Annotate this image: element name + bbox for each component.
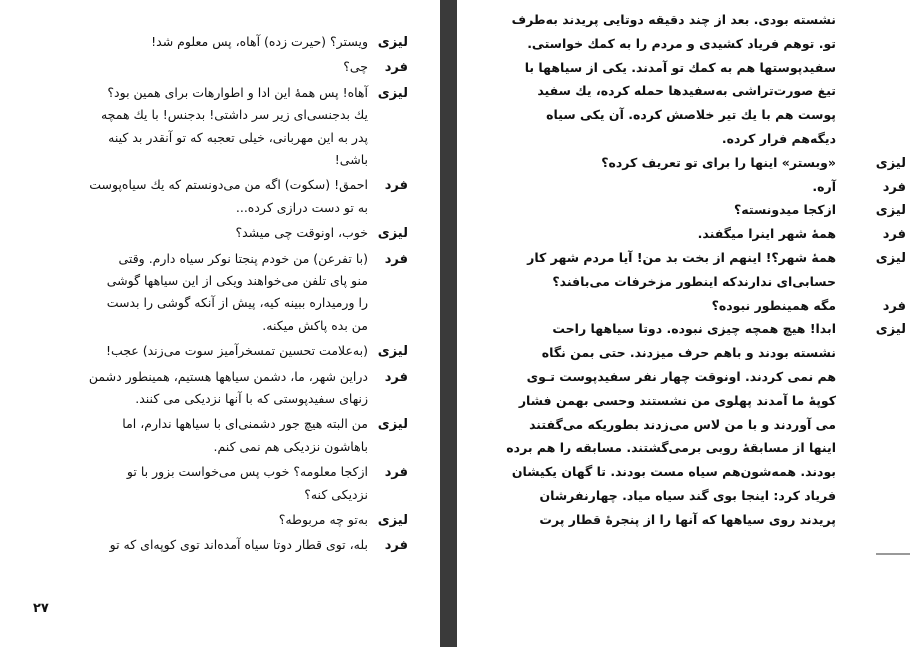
left-page	[0, 0, 440, 647]
dialogue-line: می آوردند و با من لاس می‌زدند بطوریکه می‌گفتند	[529, 416, 836, 432]
dialogue-line: ازکجا میدونسته؟	[734, 202, 836, 218]
dialogue-line: (با تفرعن) من خودم پنجتا نوکر سیاه دارم. وقتی	[118, 250, 368, 266]
dialogue-line: را ورمیداره ببینه کیه، پیش از آنکه گوشی را بدست	[106, 295, 368, 311]
speaker-name: فرد	[384, 251, 408, 267]
dialogue-line: زنهای سفیدپوستی که با آنها نزدیکی می کنند.	[135, 391, 368, 406]
speaker-name: لیزی	[875, 155, 906, 171]
speaker-name: فرد	[384, 369, 408, 385]
dialogue-line: من بده پاکش میکنه.	[262, 317, 368, 333]
right-page	[457, 0, 920, 647]
dialogue-line: چی؟	[343, 59, 368, 75]
dialogue-line: پوست هم با یك تیر خلاصش کرده. آن یکی سیاه	[546, 107, 836, 123]
dialogue-line: مگه همینطور نبوده؟	[711, 297, 836, 313]
dialogue-line: اینها از مسابقهٔ روبی برمی‌گشتند. مسابقه را هم برده	[506, 440, 836, 456]
dialogue-line: فریاد کرد: اینجا بوی گند سیاه میاد. چهارنفرشان	[539, 488, 836, 503]
dialogue-line: به تو دست درازی کرده...	[235, 199, 368, 215]
dialogue-line: یك بدجنسی‌ای زیر سر داشتی! بدجنس! با یك همچه	[100, 107, 368, 123]
speaker-name: فرد	[882, 298, 906, 314]
dialogue-line: «وبستر» اینها را برای تو تعریف کرده؟	[601, 154, 836, 170]
speaker-name: لیزی	[875, 322, 906, 338]
speaker-name: فرد	[882, 179, 906, 195]
dialogue-line: ابدا! هیچ همچه چیزی نبوده. دوتا سیاهها راحت	[552, 321, 836, 337]
speaker-name: لیزی	[875, 251, 906, 266]
dialogue-line: آهاه! پس همهٔ این ادا و اطوارهات برای همین بود؟	[107, 84, 368, 100]
dialogue-line: احمق! (سکوت) اگه من می‌دونستم که یك سیاه‌پوست	[89, 177, 368, 193]
dialogue-line: دراین شهر، ما، دشمن سیاهها هستیم، همینطور دشمن	[88, 368, 368, 384]
dialogue-line: من البته هیچ جور دشمنی‌ای با سیاهها ندارم، اما	[122, 416, 368, 432]
dialogue-line: بله، توی قطار دوتا سیاه آمده‌اند توی کوپه‌ای که تو	[109, 537, 368, 553]
dialogue-line: همهٔ شهر اینرا میگفند.	[697, 226, 836, 242]
speaker-name: لیزی	[377, 417, 408, 433]
dialogue-line: پدر به این مهربانی، خیلی تعجبه که تو آنقدر بد کینه	[108, 129, 368, 145]
dialogue-line: باشی!	[334, 152, 368, 167]
dialogue-line: (به‌علامت تحسین تمسخرآمیز سوت می‌زند) عجب!	[105, 343, 368, 359]
dialogue-line: به‌تو چه مربوطه؟	[278, 512, 368, 527]
dialogue-line: ویستر؟ (حیرت زده) آهاه، پس معلوم شد!	[151, 34, 368, 49]
speaker-name: لیزی	[377, 85, 408, 101]
speaker-name: لیزی	[377, 513, 408, 528]
dialogue-line: تو. توهم فریاد کشیدی و مردم را به کمك خواستی.	[527, 35, 836, 51]
dialogue-line: نشسته بودند و باهم حرف میزدند. حتی بمن نگاه	[541, 345, 836, 361]
dialogue-line: کوپهٔ ما آمدند پهلوی من نشستند وحسی بهمن فشار	[518, 392, 836, 408]
dialogue-line: دیگه‌هم فرار کرده.	[721, 131, 836, 146]
dialogue-line: خوب، اونوقت چی میشد؟	[235, 225, 368, 241]
speaker-name: فرد	[384, 465, 408, 481]
book-gutter	[440, 0, 457, 647]
dialogue-line: باهاشون نزدیکی هم نمی کنم.	[213, 438, 368, 454]
speaker-name: لیزی	[875, 203, 906, 219]
speaker-name: لیزی	[377, 226, 408, 242]
speaker-name: فرد	[384, 178, 408, 194]
dialogue-line: سفیدپوستها هم به کمك تو آمدند. یکی از سیاهها با	[524, 59, 836, 75]
dialogue-line: همهٔ شهر؟! اینهم از بخت بد من! آیا مردم شهر کار	[527, 250, 836, 265]
dialogue-line: منو پای تلفن می‌خواهند ویکی از این سیاهها گوشی	[106, 273, 368, 288]
dialogue-line: نزدیکی کنه؟	[304, 486, 368, 502]
dialogue-line: تیغ صورت‌تراشی به‌سفیدها حمله کرده، یك سفید	[537, 83, 836, 99]
dialogue-line: نشسته بودی. بعد از چند دقیقه دوتایی پریدند به‌طرف	[511, 12, 836, 27]
dialogue-line: هم نمی کردند. اونوقت چهار نفر سفیدپوست تـوی	[526, 369, 836, 384]
speaker-name: لیزی	[377, 344, 408, 360]
speaker-name: فرد	[384, 538, 408, 554]
dialogue-line: بودند. همه‌شون‌هم سیاه مست بودند. تا گهان یکیشان	[511, 464, 836, 480]
speaker-name: لیزی	[377, 35, 408, 50]
dialogue-line: آره.	[812, 178, 836, 194]
dialogue-line: پریدند روی سیاهها که آنها را از پنجرهٔ قطار پرت	[539, 511, 836, 527]
dialogue-line: حسابی‌ای ندارندکه اینطور مزخرفات می‌بافند؟	[552, 273, 836, 289]
dialogue-line: ازکجا معلومه؟ خوب پس می‌خواست بزور با تو	[126, 464, 368, 480]
page-number: ۲۷	[33, 601, 49, 616]
speaker-name: فرد	[384, 60, 408, 76]
speaker-name: فرد	[882, 227, 906, 243]
scan-speck	[876, 553, 910, 555]
